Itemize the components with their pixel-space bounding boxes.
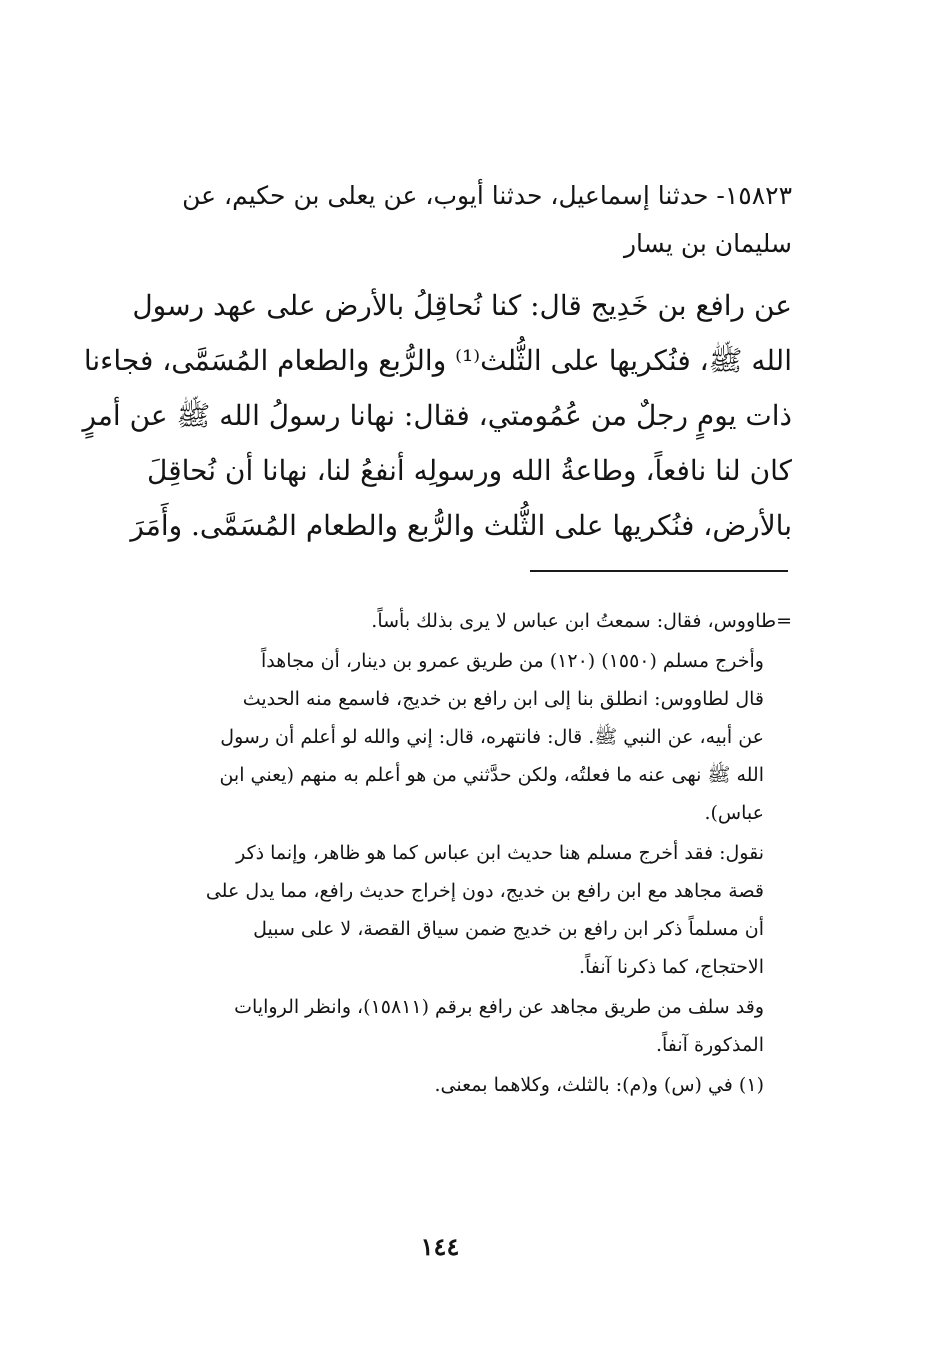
footnote-line: =طاووس، فقال: سمعتُ ابن عباس لا يرى بذلك بأساً. [371,610,792,632]
hadith-line: كان لنا نافعاً، وطاعةُ الله ورسولِه أنفعُ لنا، نهانا أن نُحاقِلَ [147,454,792,487]
footnote-line: عباس). [704,802,764,824]
footnote-line: وقد سلف من طريق مجاهد عن رافع برقم (١٥٨١١)، وانظر الروايات [234,996,764,1018]
footnote-line: وأخرج مسلم (١٥٥٠) (١٢٠) من طريق عمرو بن دينار، أن مجاهداً [261,650,764,672]
footnote-line: الله ﷺ نهى عنه ما فعلتُه، ولكن حدَّثني من هو أعلم به منهم (يعني ابن [219,764,764,786]
footnote-line: الاحتجاج، كما ذكرنا آنفاً. [578,956,764,978]
hadith-isnad [76,172,792,268]
footnotes [76,602,792,1104]
page-number: ١٤٤ [420,1232,460,1261]
hadith-line: الله ﷺ، فنُكريها على الثُّلث⁽¹⁾ والرُّبع والطعام المُسَمَّى، فجاءنا [83,344,792,377]
hadith-line: بالأرض، فنُكريها على الثُّلث والرُّبع والطعام المُسَمَّى. وأَمَرَ [130,509,792,542]
footnote-separator [530,570,788,572]
footnote-line: قصة مجاهد مع ابن رافع بن خديج، دون إخراج حديث رافع، مما يدل على [205,880,764,902]
footnote-paragraph [76,602,792,640]
footnote-paragraph [76,988,792,1064]
hadith-text [76,278,792,553]
footnote-paragraph [76,834,792,986]
isnad-line: ١٥٨٢٣- حدثنا إسماعيل، حدثنا أيوب، عن يعلى بن حكيم، عن [182,181,792,210]
footnote-line: (١) في (س) و(م): بالثلث، وكلاهما بمعنى. [434,1074,764,1096]
footnote-line: نقول: فقد أخرج مسلم هنا حديث ابن عباس كما هو ظاهر، وإنما ذكر [236,842,764,864]
footnote-line: قال لطاووس: انطلق بنا إلى ابن رافع بن خديج، فاسمع منه الحديث [242,688,764,710]
footnote-paragraph [76,642,792,832]
hadith-line: عن رافع بن خَدِيج قال: كنا نُحاقِلُ بالأرض على عهد رسول [132,289,792,322]
footnote-paragraph [76,1066,792,1104]
footnote-line: أن مسلماً ذكر ابن رافع بن خديج ضمن سياق القصة، لا على سبيل [253,918,764,940]
hadith-line: ذات يومٍ رجلٌ من عُمُومتي، فقال: نهانا رسولُ الله ﷺ عن أمرٍ [82,399,792,432]
footnote-line: عن أبيه، عن النبي ﷺ. قال: فانتهره، قال: إني والله لو أعلم أن رسول [220,726,764,748]
footnote-line: المذكورة آنفاً. [655,1034,764,1056]
isnad-line: سليمان بن يسار [623,229,792,258]
